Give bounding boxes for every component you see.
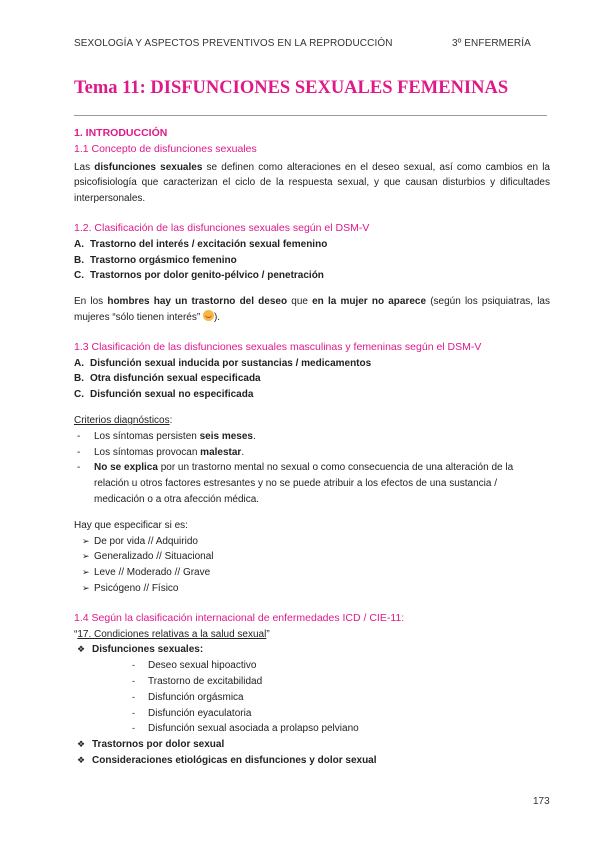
header-course: SEXOLOGÍA Y ASPECTOS PREVENTIVOS EN LA REPRODUCCIÓN	[74, 38, 393, 49]
criteria-label: Criterios diagnósticos:	[74, 414, 173, 426]
specify-label: Hay que especificar si es:	[74, 519, 188, 531]
icd-chapter-quote: “17. Condiciones relativas a la salud sexual”	[74, 628, 270, 640]
list-item: C. Trastornos por dolor genito-pélvico / penetración	[74, 270, 324, 282]
page-content	[74, 126, 550, 769]
page-title: Tema 11: DISFUNCIONES SEXUALES FEMENINAS	[74, 78, 509, 98]
section-1-1-heading: 1.1 Concepto de disfunciones sexuales	[74, 142, 257, 155]
section-1-3-heading: 1.3 Clasificación de las disfunciones sexuales masculinas y femeninas según el DSM-V	[74, 340, 482, 353]
list-item: - No se explica por un trastorno mental no sexual o como consecuencia de una alteración de la relación u otros factores estresantes y no se puede atribuir a los efectos de una sustancia / medicación o a otra afección médica.	[77, 462, 514, 505]
diamond-bullet-icon: ❖	[77, 754, 86, 765]
specifier-list	[74, 534, 550, 597]
header-year: 3º ENFERMERÍA	[452, 38, 531, 49]
list-item: - Los síntomas provocan malestar.	[77, 446, 245, 458]
list-item: A. Disfunción sexual inducida por sustancias / medicamentos	[74, 357, 372, 369]
list-item: - Deseo sexual hipoactivo	[132, 660, 257, 672]
section-1-2-heading: 1.2. Clasificación de las disfunciones sexuales según el DSM-V	[74, 221, 370, 234]
diamond-bullet-icon: ❖	[77, 644, 86, 655]
list-item: ❖ Trastornos por dolor sexual	[74, 737, 550, 753]
title-divider	[74, 115, 547, 116]
dsm-female-list	[74, 237, 550, 284]
section-1-4-heading: 1.4 Según la clasificación internacional de enfermedades ICD / CIE-11:	[74, 611, 405, 624]
list-item: - Trastorno de excitabilidad	[132, 675, 263, 687]
list-item: B. Otra disfunción sexual especificada	[74, 373, 261, 385]
icd-sublist	[92, 658, 550, 737]
list-item: - Disfunción eyaculatoria	[132, 707, 252, 719]
list-item: ➢ Generalizado // Situacional	[74, 549, 550, 565]
arrow-bullet-icon: ➢	[82, 567, 90, 578]
list-item: ➢ De por vida // Adquirido	[74, 534, 550, 550]
list-item: A. Trastorno del interés / excitación sexual femenino	[74, 238, 328, 250]
arrow-bullet-icon: ➢	[82, 551, 90, 562]
list-item: - Los síntomas persisten seis meses.	[77, 430, 256, 442]
list-item: ❖ Consideraciones etiológicas en disfunciones y dolor sexual	[74, 753, 550, 769]
list-item: C. Disfunción sexual no especificada	[74, 389, 254, 401]
list-item: - Disfunción sexual asociada a prolapso pelviano	[132, 723, 359, 735]
arrow-bullet-icon: ➢	[82, 535, 90, 546]
criteria-list	[74, 429, 550, 508]
diamond-bullet-icon: ❖	[77, 739, 86, 750]
desire-note-paragraph: En los hombres hay un trastorno del deseo que en la mujer no aparece (según los psiquiatras, las mujeres “sólo tienen interés” ).	[74, 296, 550, 323]
list-item: ➢ Psicógeno // Físico	[74, 581, 550, 597]
arrow-bullet-icon: ➢	[82, 582, 90, 593]
dsm-mixed-list	[74, 356, 550, 403]
kiss-face-icon	[203, 310, 214, 321]
list-item: ➢ Leve // Moderado // Grave	[74, 565, 550, 581]
list-item: - Disfunción orgásmica	[132, 691, 244, 703]
page-number: 173	[533, 796, 550, 807]
definition-paragraph: Las disfunciones sexuales se definen como alteraciones en el deseo sexual, así como cambios en la psicofisiología que caracterizan el ciclo de la respuesta sexual, y que causan disturbios y dificultades interpersonales.	[74, 161, 550, 205]
icd-list	[74, 642, 550, 768]
section-1-heading: 1. INTRODUCCIÓN	[74, 127, 168, 139]
list-item: ❖ Disfunciones sexuales: - Deseo sexual hipoactivo - Trastorno de excitabilidad - Disfunción orgásmica - Disfunción eyaculatoria - Disfunción sexual asociada a prolapso pelviano	[74, 642, 550, 737]
list-item: B. Trastorno orgásmico femenino	[74, 254, 237, 266]
